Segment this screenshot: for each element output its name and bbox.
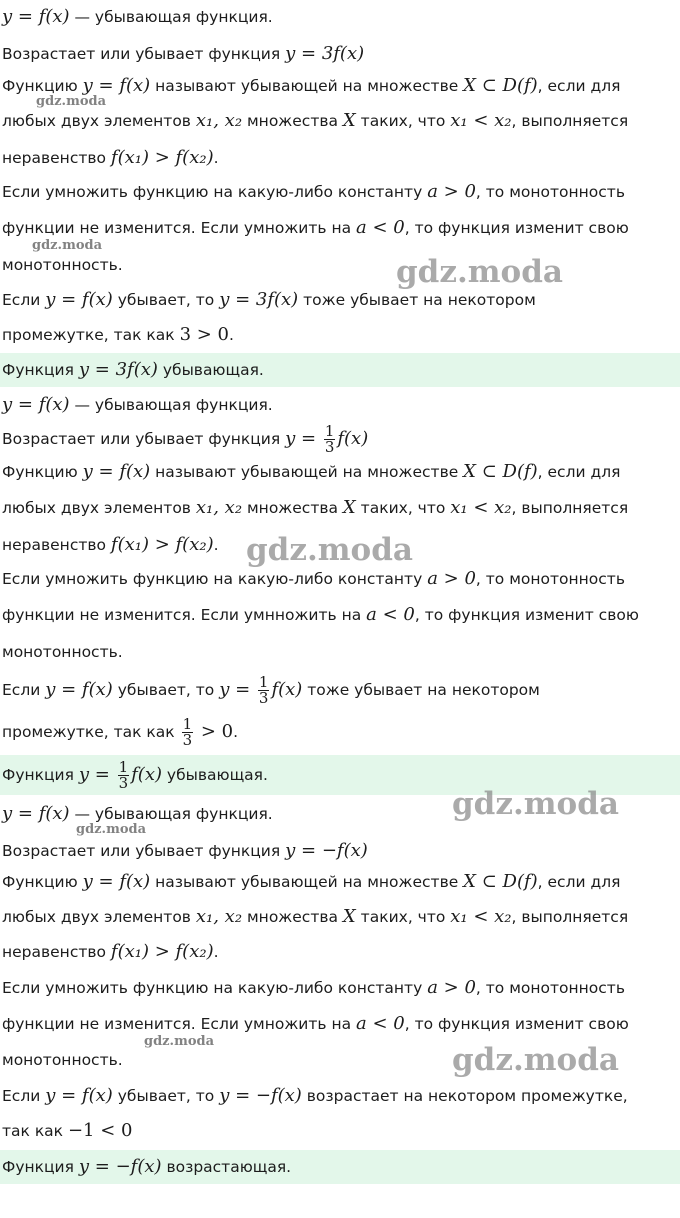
block2-if-fn: y = f(x): [45, 679, 113, 700]
block3-if-text2: убывает, то: [112, 1087, 220, 1105]
block3-chg-text1: функции не изменится. Если умножить на: [2, 1015, 357, 1033]
block2-answer-den: 3: [118, 774, 129, 792]
block3-interval-text: так как: [2, 1122, 68, 1140]
block1-ineq-text: неравенство: [2, 149, 111, 167]
block2-def-fn: y = f(x): [82, 461, 151, 482]
block2-any-elements: [0, 497, 680, 519]
block1-question: [0, 43, 680, 65]
block3-answer: [0, 1150, 680, 1184]
block1-intro-fn: y = f(x): [2, 6, 70, 27]
block3-question-fn: y = −f(x): [285, 840, 368, 861]
block2-any-text2: множества: [242, 499, 343, 517]
block1-any-text4: , выполняется: [511, 112, 629, 130]
watermark-small: gdz.moda: [32, 238, 103, 253]
block3-any-text2: множества: [242, 908, 343, 926]
block3-if-text1: Если: [2, 1087, 46, 1105]
block2-answer-fn-post: f(x): [131, 764, 162, 785]
block2-if-fn2-pre: y =: [219, 679, 256, 700]
block3-if-fn2: y = −f(x): [219, 1085, 302, 1106]
block3-interval: [0, 1120, 680, 1142]
block3-mult-text2: , то монотонность: [475, 979, 625, 997]
block1-def-set: X ⊂ D(f): [463, 75, 538, 96]
block2-monotonicity: [0, 641, 680, 663]
block2-def-text2: называют убывающей на множестве: [150, 463, 464, 481]
block2-answer-num: 1: [118, 758, 129, 776]
block1-interval-end: .: [229, 326, 234, 344]
block2-any-set: X: [342, 497, 356, 518]
block3-def-text2: называют убывающей на множестве: [150, 873, 464, 891]
block1-if-text2: убывает, то: [112, 291, 220, 309]
block2-definition: [0, 461, 680, 483]
watermark-small: gdz.moda: [36, 94, 107, 109]
block2-change: [0, 604, 680, 626]
block1-any-cond: x₁ < x₂: [450, 110, 512, 131]
block3-any-text1: любых двух элементов: [2, 908, 196, 926]
block2-if-text1: Если: [2, 681, 46, 699]
block1-mono-text: монотонность.: [2, 256, 123, 274]
block3-def-text3: , если для: [537, 873, 621, 891]
block3-mono-text: монотонность.: [2, 1051, 123, 1069]
block3-any-text4: , выполняется: [511, 908, 629, 926]
block2-interval-cond: > 0: [195, 721, 234, 742]
block1-question-fn: y = 3f(x): [285, 43, 365, 64]
block3-question-text: Возрастает или убывает функция: [2, 842, 286, 860]
block2-multiply: [0, 568, 680, 590]
block3-intro-text: — убывающая функция.: [69, 805, 273, 823]
block1-any-elements: [0, 110, 680, 132]
block3-if-fn: y = f(x): [45, 1085, 113, 1106]
block3-mult-cond: a > 0: [427, 977, 476, 998]
block2-intro: [0, 394, 680, 416]
block3-any-set: X: [342, 906, 356, 927]
block2-if: [0, 670, 680, 710]
block3-def-fn: y = f(x): [82, 871, 151, 892]
block1-if-text1: Если: [2, 291, 46, 309]
block2-any-text1: любых двух элементов: [2, 499, 196, 517]
block1-interval-cond: 3 > 0: [179, 324, 230, 345]
block2-if-num: 1: [258, 673, 269, 691]
block1-if-fn2: y = 3f(x): [219, 289, 299, 310]
block2-if-fraction: [258, 675, 270, 706]
watermark-large: gdz.moda: [452, 786, 619, 822]
block3-intro-fn: y = f(x): [2, 803, 70, 824]
block3-any-elems: x₁, x₂: [195, 906, 243, 927]
block1-if-text3: тоже убывает на некотором: [298, 291, 536, 309]
block3-if: [0, 1085, 680, 1107]
block2-interval-den: 3: [182, 731, 193, 749]
block3-question: [0, 840, 680, 862]
block3-answer-text1: Функция: [2, 1158, 79, 1176]
block3-ineq-end: .: [213, 943, 219, 961]
block2-answer-text2: убывающая.: [162, 766, 268, 784]
watermark-small: gdz.moda: [144, 1034, 215, 1049]
block1-any-set: X: [342, 110, 356, 131]
block1-any-elems: x₁, x₂: [195, 110, 243, 131]
block2-mult-cond: a > 0: [427, 568, 476, 589]
block1-ineq-end: .: [213, 149, 219, 167]
block2-intro-text: — убывающая функция.: [69, 396, 273, 414]
block3-any-cond: x₁ < x₂: [450, 906, 512, 927]
block2-answer-fn-pre: y =: [78, 764, 116, 785]
block1-def-text1: Функцию: [2, 77, 83, 95]
block2-mult-text1: Если умножить функцию на какую-либо константу: [2, 570, 428, 588]
block1-change: [0, 217, 680, 239]
block1-intro: [0, 6, 680, 28]
block3-definition: [0, 871, 680, 893]
block3-mult-text1: Если умножить функцию на какую-либо константу: [2, 979, 428, 997]
block3-multiply: [0, 977, 680, 999]
block2-question-den: 3: [324, 438, 335, 454]
block2-question-fraction: [324, 424, 336, 454]
block3-any-text3: таких, что: [355, 908, 451, 926]
block3-if-text3: возрастает на некотором промежутке,: [301, 1087, 628, 1105]
block2-if-fn2-post: f(x): [271, 679, 303, 700]
block1-any-text3: таких, что: [355, 112, 451, 130]
block2-interval-num: 1: [182, 715, 193, 733]
block1-answer: [0, 353, 680, 387]
block2-mono-text: монотонность.: [2, 643, 123, 661]
block2-answer-text1: Функция: [2, 766, 79, 784]
block2-any-text3: таких, что: [355, 499, 451, 517]
block1-monotonicity: [0, 254, 680, 276]
block1-inequality: [0, 147, 680, 169]
block2-if-text2: убывает, то: [112, 681, 220, 699]
block2-question-num: 1: [324, 424, 335, 440]
block3-answer-fn: y = −f(x): [78, 1156, 162, 1177]
watermark-small: gdz.moda: [76, 822, 147, 837]
block1-mult-cond: a > 0: [427, 181, 476, 202]
block1-answer-text2: убывающая.: [157, 361, 264, 379]
block2-interval-end: .: [233, 723, 239, 741]
block2-if-den: 3: [258, 689, 269, 707]
block2-question: [0, 424, 680, 454]
block3-ineq-expr: f(x₁) > f(x₂): [110, 941, 214, 962]
block3-def-set: X ⊂ D(f): [463, 871, 538, 892]
block2-def-text1: Функцию: [2, 463, 83, 481]
block3-answer-text2: возрастающая.: [161, 1158, 292, 1176]
watermark-large: gdz.moda: [246, 532, 413, 568]
block1-if-fn: y = f(x): [45, 289, 113, 310]
block2-question-fn-post: f(x): [337, 428, 369, 449]
block2-answer-fraction: [118, 760, 130, 791]
block1-any-text1: любых двух элементов: [2, 112, 196, 130]
block1-chg-text1: функции не изменится. Если умножить на: [2, 219, 357, 237]
block1-any-text2: множества: [242, 112, 343, 130]
block3-interval-cond: −1 < 0: [67, 1120, 133, 1141]
block1-intro-text: — убывающая функция.: [69, 8, 273, 26]
block3-def-text1: Функцию: [2, 873, 83, 891]
block3-inequality: [0, 941, 680, 963]
block1-mult-text1: Если умножить функцию на какую-либо константу: [2, 183, 428, 201]
block2-interval-text: промежутке, так как: [2, 723, 180, 741]
block2-chg-text2: , то функция изменит свою: [414, 606, 639, 624]
block2-ineq-end: .: [213, 536, 219, 554]
block3-chg-text2: , то функция изменит свою: [404, 1015, 629, 1033]
block2-question-text: Возрастает или убывает функция: [2, 430, 286, 448]
block2-question-fn-pre: y =: [285, 428, 322, 449]
block1-interval: [0, 324, 680, 346]
block2-ineq-expr: f(x₁) > f(x₂): [110, 534, 214, 555]
block2-if-text3: тоже убывает на некотором: [302, 681, 540, 699]
block1-answer-text1: Функция: [2, 361, 79, 379]
block2-interval: [0, 712, 680, 752]
watermark-large: gdz.moda: [396, 254, 563, 290]
block1-if: [0, 289, 680, 311]
block2-def-text3: , если для: [537, 463, 621, 481]
block1-question-text: Возрастает или убывает функция: [2, 45, 286, 63]
block2-intro-fn: y = f(x): [2, 394, 70, 415]
block1-interval-text: промежутке, так как: [2, 326, 180, 344]
block2-chg-cond: a < 0: [366, 604, 415, 625]
block3-ineq-text: неравенство: [2, 943, 111, 961]
block3-change: [0, 1013, 680, 1035]
block1-ineq-expr: f(x₁) > f(x₂): [110, 147, 214, 168]
watermark-large: gdz.moda: [452, 1042, 619, 1078]
block2-any-text4: , выполняется: [511, 499, 629, 517]
block1-def-text3: , если для: [537, 77, 621, 95]
block1-answer-fn: y = 3f(x): [78, 359, 158, 380]
block2-interval-fraction: [182, 717, 194, 748]
block2-ineq-text: неравенство: [2, 536, 111, 554]
block3-chg-cond: a < 0: [356, 1013, 405, 1034]
block2-any-elems: x₁, x₂: [195, 497, 243, 518]
block1-chg-text2: , то функция изменит свою: [404, 219, 629, 237]
block3-any-elements: [0, 906, 680, 928]
block2-def-set: X ⊂ D(f): [463, 461, 538, 482]
block1-def-text2: называют убывающей на множестве: [150, 77, 464, 95]
block1-chg-cond: a < 0: [356, 217, 405, 238]
block2-mult-text2: , то монотонность: [475, 570, 625, 588]
block1-mult-text2: , то монотонность: [475, 183, 625, 201]
block1-def-fn: y = f(x): [82, 75, 151, 96]
block2-chg-text1: функции не изменится. Если умнножить на: [2, 606, 367, 624]
block1-multiply: [0, 181, 680, 203]
block2-any-cond: x₁ < x₂: [450, 497, 512, 518]
